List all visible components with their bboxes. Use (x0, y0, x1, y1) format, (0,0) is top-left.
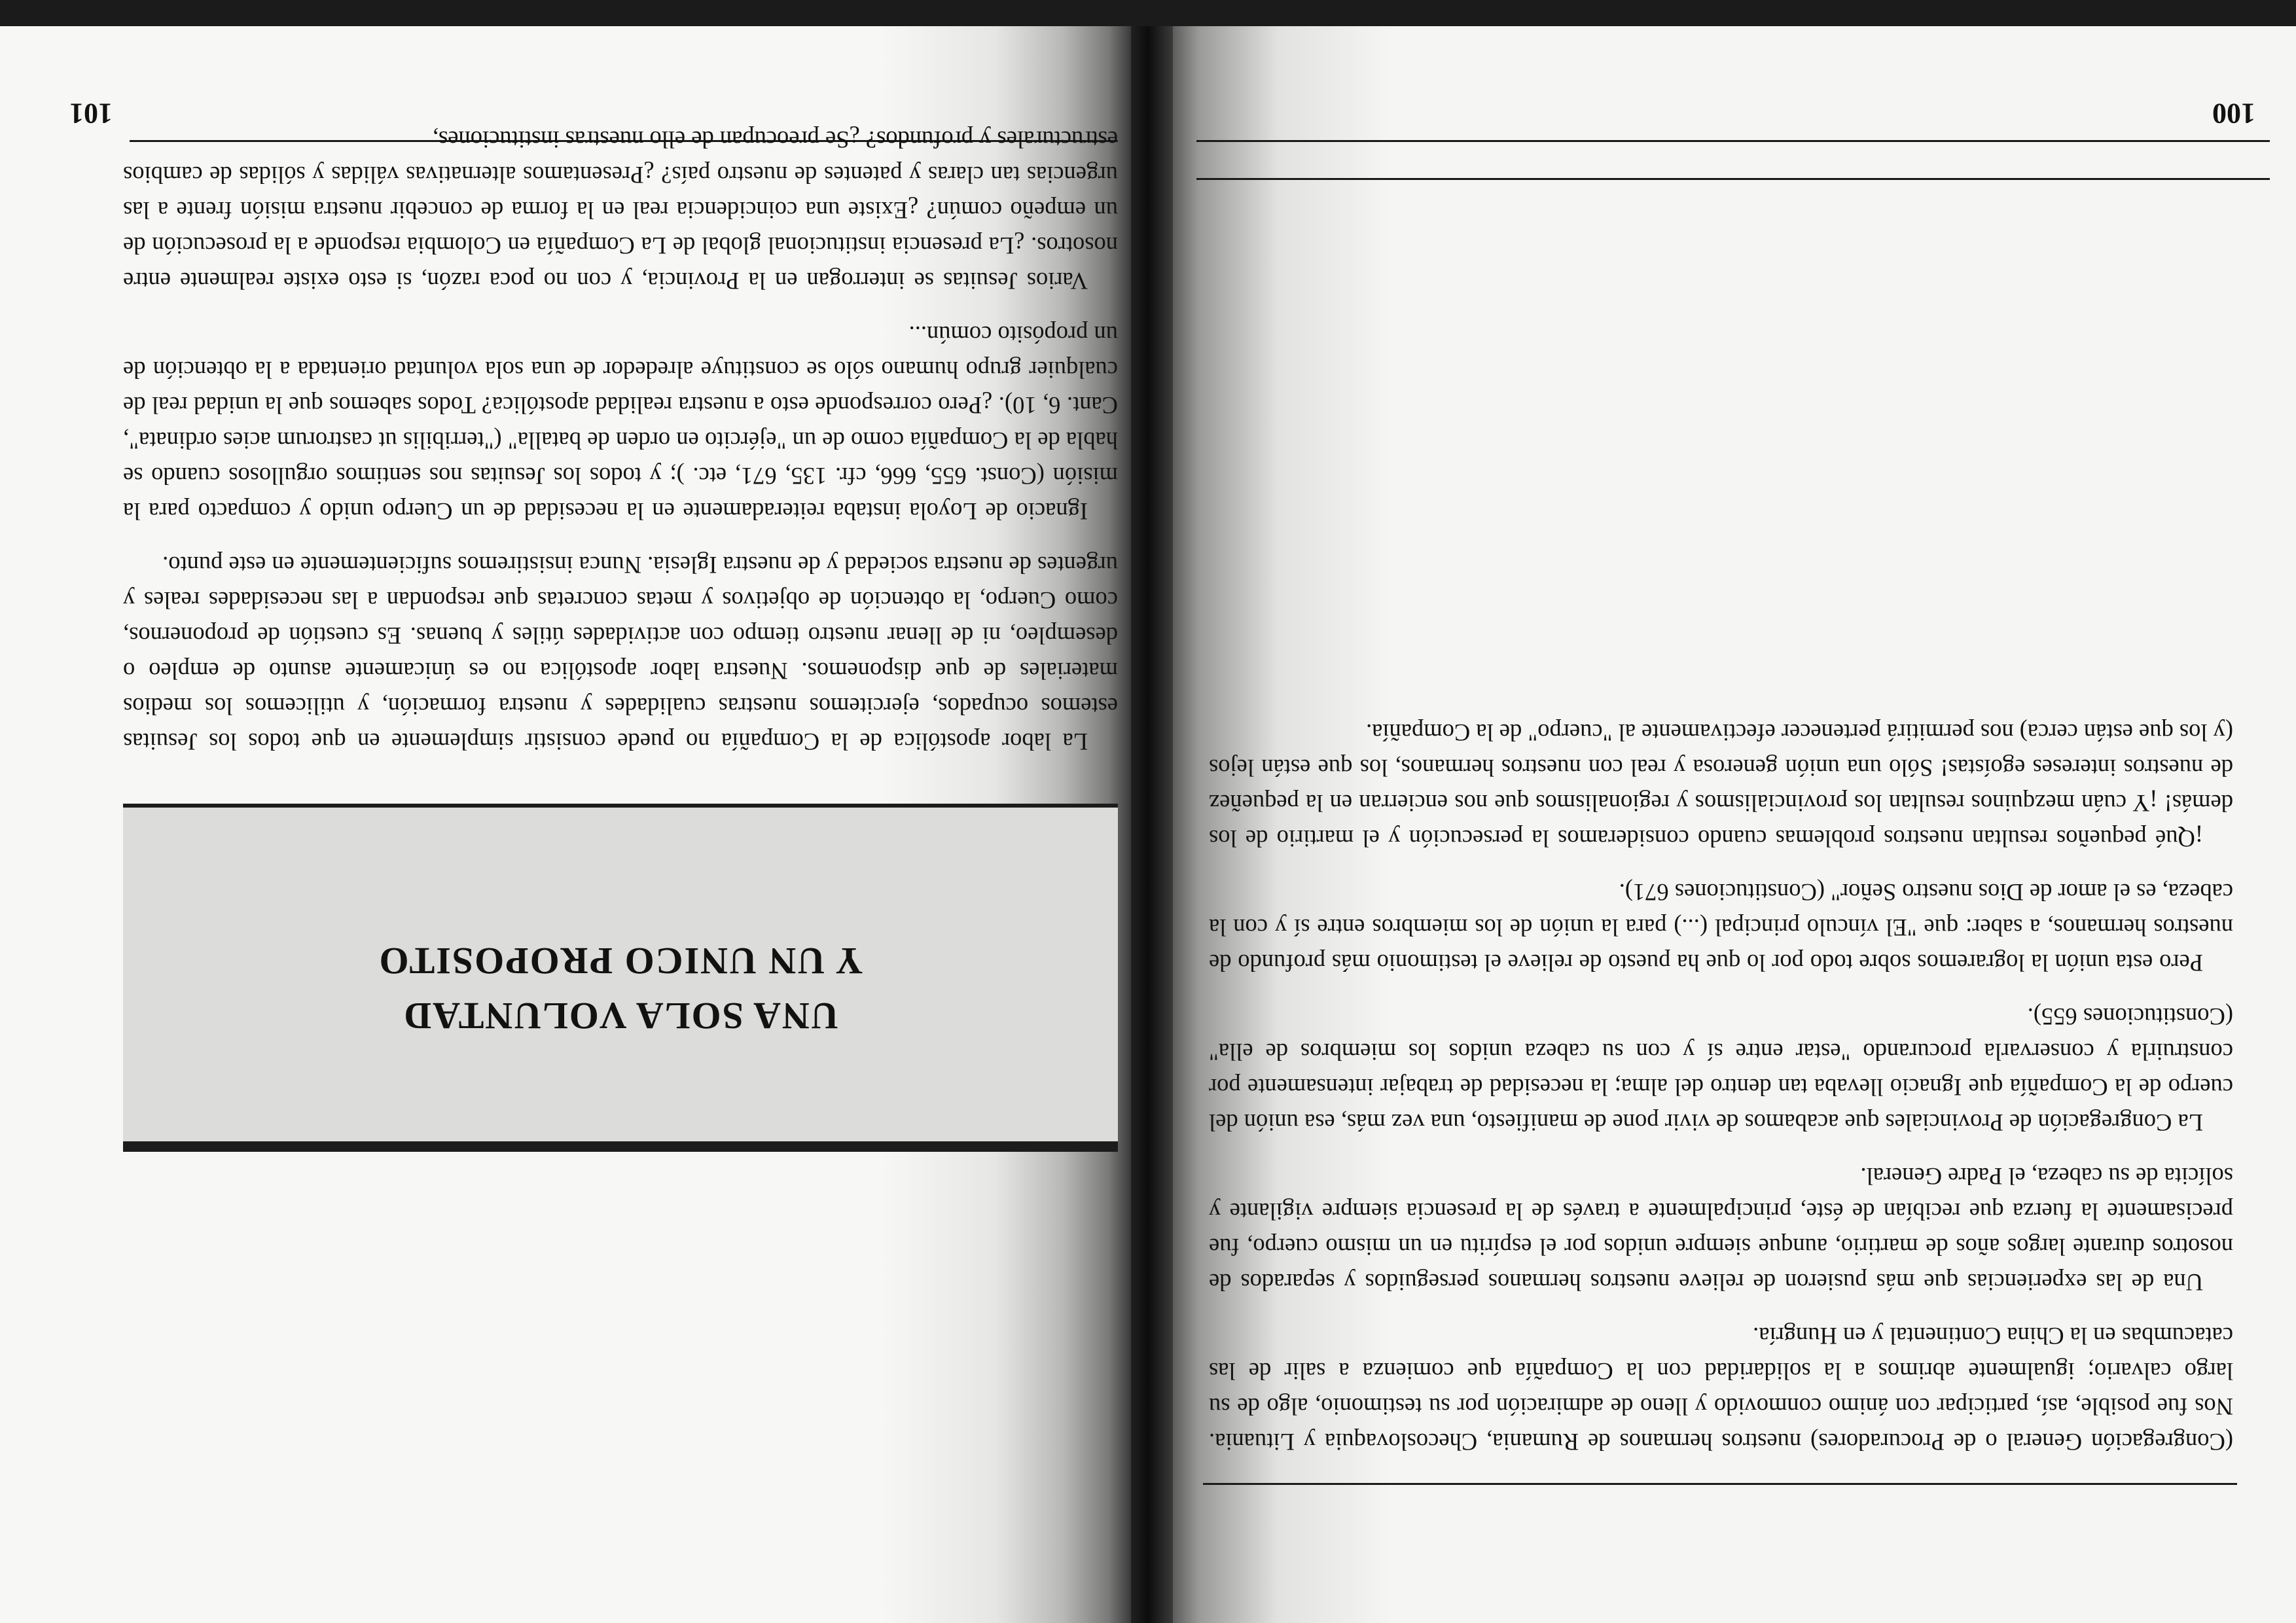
paragraph: Ignacio de Loyola instaba reiteradamente en la necesidad de un Cuerpo unido y compacto para la misión (Const. 655, 666, cfr. 135, 671, etc. ); y todos los Jesuitas nos sentimos orgullosos cuando se habla de la Compañía como de un "ejército en orden de batalla" ("terribilis ut castrorum acies ordinata", Cant. 6, 10). ¿Pero corresponde esto a nuestra realidad apostólica? Todos sabemos que la unidad real de cualquier grupo humano sólo se constituye alrededor de una sola voluntad orientada a la obtención de un propósito común... (123, 321, 1118, 525)
paragraph: La labor apostólica de la Compañía no puede consistir simplemente en que todos los Jesuitas estemos ocupados, ejercitemos nuestras cualidades y nuestra formación, y utilicemos los medios materiales de que disponemos. Nuestra labor apostólica no es únicamente asunto de empleo o desempleo, ni de llenar nuestro tiempo con actividades útiles y buenas. Es cuestión de proponernos, como Cuerpo, la obtención de objetivos y metas concretas que respondan a las necesidades reales y urgentes de nuestra sociedad y de nuestra Iglesia. Nunca insistiremos suficientemente en este punto. (123, 552, 1118, 755)
paragraph: Varios Jesuitas se interrogan en la Provincia, y con no poca razón, si esto existe realmente entre nosotros. ¿La presencia institucional global de La Compañía en Colombia responde a la prosecución de un empeño común? ¿Existe una coincidencia real en la forma de concebir nuestra misión frente a las urgencias tan claras y patentes de nuestro país? ¿Presentamos alternativas válidas y sólidas de cambios estructurales y profundos? ¿Se preocupan de ello nuestras instituciones, (123, 126, 1118, 294)
page-number: 101 (69, 98, 113, 130)
page-101-body (123, 122, 1118, 759)
paragraph: ¡Qué pequeños resultan nuestros problemas cuando consideramos la persecución y el martirio de los demás! ¡Y cuán mezquinos resultan los provincialismos y regionalismos que nos encierran en la pequeñez de nuestros intereses egoístas! Sólo una unión generosa y real con nuestros hermanos, los que están lejos (y los que están cerca) nos permitirá pertenecer efectivamente al "cuerpo" de la Compañía. (1209, 719, 2233, 852)
chapter-title-line-2: Y UN UNICO PROPOSITO (378, 940, 863, 982)
page-100-body (1209, 696, 2233, 1459)
paragraph: Una de las experiencias que más pusieron de relieve nuestros hermanos perseguidos y separados de nosotros durante largos años de martirio, aunque siempre unidos por el espíritu en un mismo cuerpo, fue precisamente la fuerza que recibían de éste, principalmente a través de la presencia siempre vigilante y solícita de su cabeza, el Padre General. (1209, 1163, 2233, 1296)
paragraph: (Congregación General o de Procuradores) nuestros hermanos de Rumania, Checoslovaquia y Lituania. Nos fue posible, así, participar con ánimo conmovido y lleno de admiración por su testimonio, algo de su largo calvario; igualmente abrimos a la solidaridad con la Compañía que comienza a salir de las catacumbas en la China Continental y en Hungría. (1209, 1323, 2233, 1455)
chapter-title-line-1: UNA SOLA VOLUNTAD (403, 995, 838, 1037)
header-rule-lower (1196, 178, 2270, 180)
page-100 (1165, 26, 2296, 1623)
paragraph: La Congregación de Provinciales que acabamos de vivir pone de manifiesto, una vez más, esa unión del cuerpo de la Compañía que Ignacio llevaba tan dentro del alma; la necesidad de trabajar intensamente por construirla y conservarla procurando "estar entre sí y con su cabeza unidos los miembros de ella" (Constituciones 655). (1209, 1003, 2233, 1136)
footer-rule (1203, 1483, 2237, 1485)
chapter-title-box (123, 804, 1118, 1152)
paragraph: Pero esta unión la lograremos sobre todo por lo que ha puesto de relieve el testimonio más profundo de nuestros hermanos, a saber: que "El vínculo principal (...) para la unión de los miembros entre sí y con la cabeza, es el amor de Dios nuestro Señor" (Constituciones 671). (1209, 879, 2233, 976)
page-number: 100 (2212, 98, 2255, 130)
header-rule (1196, 140, 2270, 142)
page-101 (0, 26, 1131, 1623)
